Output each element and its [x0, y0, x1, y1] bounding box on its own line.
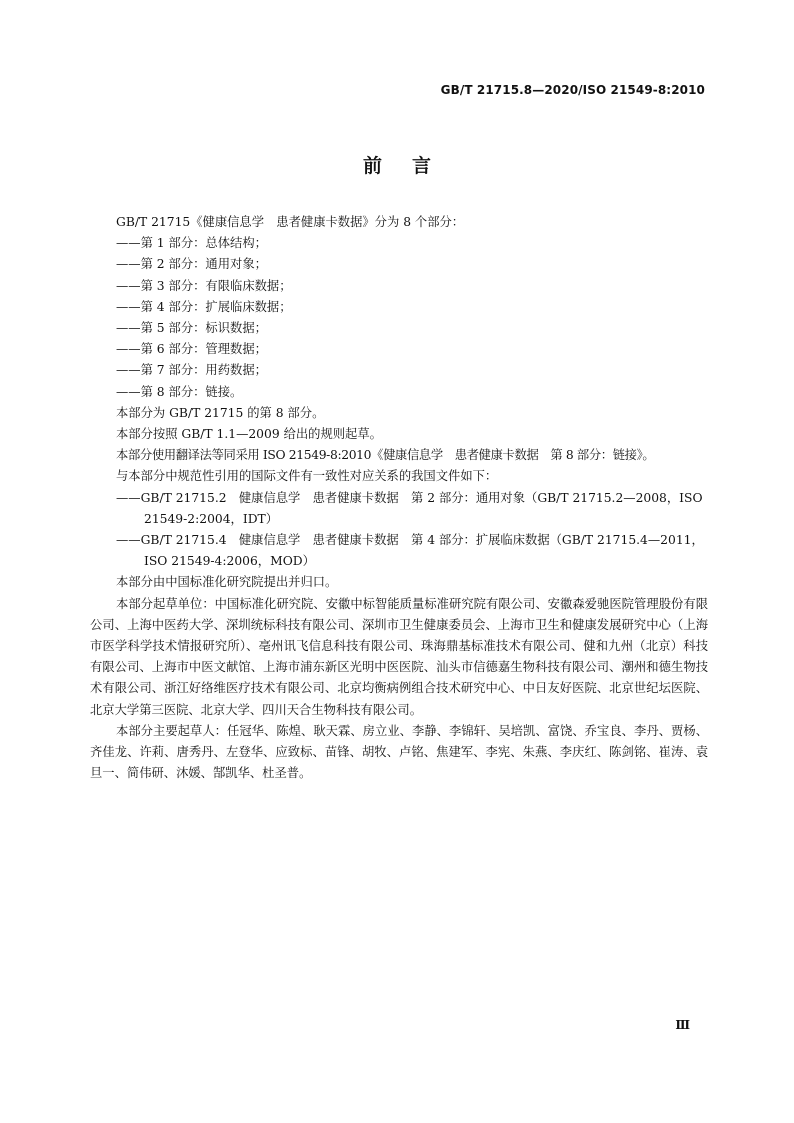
standard-code: GB/T 21715.8—2020/ISO 21549-8:2010	[440, 83, 705, 97]
list-item: ——第 4 部分：扩展临床数据；	[116, 299, 292, 314]
drafting-units-paragraph: 本部分起草单位：中国标准化研究院、安徽中标智能质量标准研究院有限公司、安徽森爱驰医院管理股份有限公司、上海中医药大学、深圳统标科技有限公司、深圳市卫生健康委员会、上海市卫生和健康发展研究中心（上海市医学科学技术情报研究所）、亳州讯飞信息科技有限公司、珠海鼎基标准技术有限公司、健和九州（北京）科技有限公司、上海市中医文献馆、上海市浦东新区光明中医医院、汕头市信德嘉生物科技有限公司、潮州和德生物技术有限公司、浙江好络维医疗技术有限公司、北京均衡病例组合技术研究中心、中日友好医院、北京世纪坛医院、北京大学第三医院、北京大学、四川天合生物科技有限公司。	[90, 596, 708, 717]
list-item: ——第 8 部分：链接。	[116, 384, 243, 399]
list-item: ——第 7 部分：用药数据；	[116, 363, 267, 378]
list-item: ——GB/T 21715.2 健康信息学 患者健康卡数据 第 2 部分：通用对象（GB/T 21715.2—2008，ISO 21549-2:2004，IDT）	[116, 490, 703, 526]
list-item: ——第 5 部分：标识数据；	[116, 321, 267, 336]
intro-paragraph: GB/T 21715《健康信息学 患者健康卡数据》分为 8 个部分：	[116, 215, 465, 229]
foreword-body	[90, 212, 708, 784]
references-list	[90, 488, 708, 573]
list-item: ——第 3 部分：有限临床数据；	[116, 278, 292, 293]
list-item: ——第 6 部分：管理数据；	[116, 342, 267, 357]
parts-list	[90, 233, 708, 403]
list-item: ——第 1 部分：总体结构；	[116, 236, 267, 251]
page-number: Ⅲ	[675, 1018, 690, 1032]
drafters-paragraph: 本部分主要起草人：任冠华、陈煌、耿天霖、房立业、李静、李锦轩、吴培凯、富饶、乔宝良、李丹、贾杨、齐佳龙、许莉、唐秀丹、左登华、应致标、苗锋、胡牧、卢铭、焦建军、李宪、朱燕、李庆红、陈剑铭、崔涛、袁旦一、简伟研、沐媛、郜凯华、杜圣普。	[90, 723, 708, 781]
statement-paragraph: 本部分为 GB/T 21715 的第 8 部分。	[116, 405, 325, 420]
statement-paragraph: 与本部分中规范性引用的国际文件有一致性对应关系的我国文件如下：	[116, 469, 498, 484]
statement-paragraph: 本部分使用翻译法等同采用 ISO 21549-8:2010《健康信息学 患者健康卡数据 第 8 部分：链接》。	[116, 448, 655, 463]
proposed-by-paragraph: 本部分由中国标准化研究院提出并归口。	[116, 575, 338, 590]
list-item: ——第 2 部分：通用对象；	[116, 257, 267, 272]
page-title: 前言	[362, 155, 461, 177]
statement-paragraph: 本部分按照 GB/T 1.1—2009 给出的规则起草。	[116, 427, 382, 442]
list-item: ——GB/T 21715.4 健康信息学 患者健康卡数据 第 4 部分：扩展临床数据（GB/T 21715.4—2011，ISO 21549-4:2006，MOD）	[116, 533, 704, 569]
